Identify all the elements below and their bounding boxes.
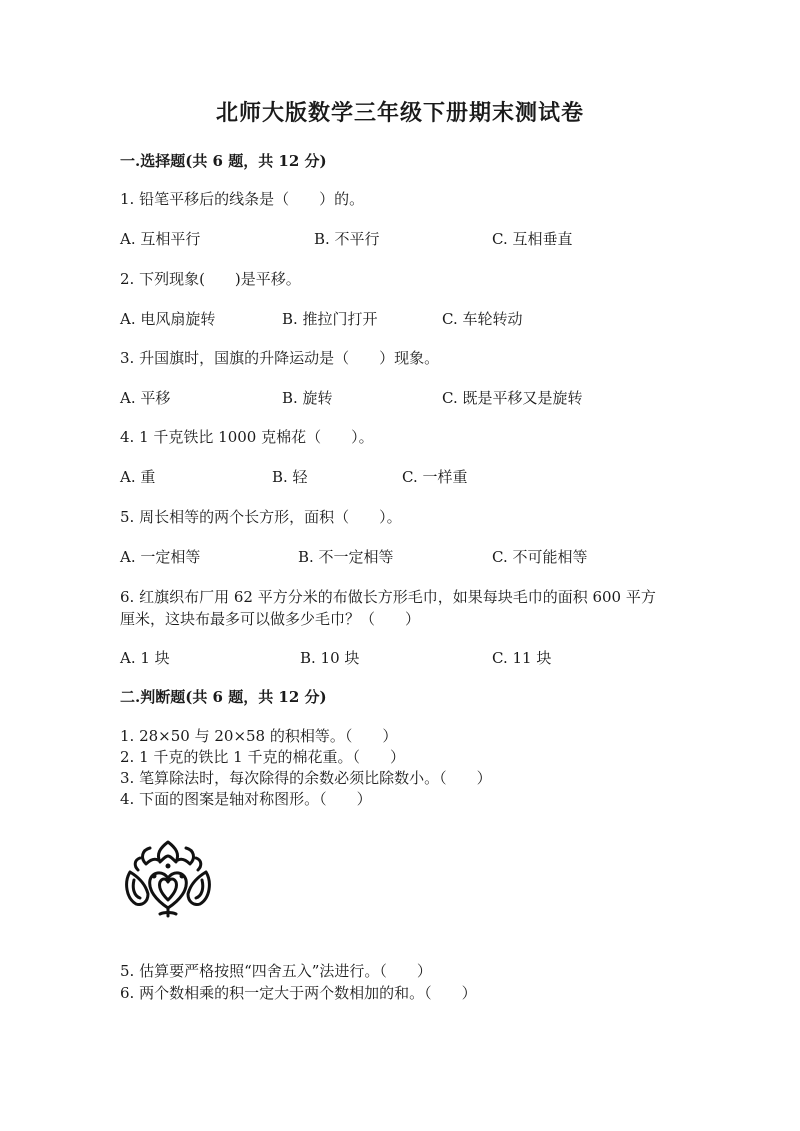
question-2: 2. 下列现象( )是平移。 [120,270,301,288]
option-4a: A. 重 [120,468,156,486]
option-5a: A. 一定相等 [120,548,201,566]
judgement-1: 1. 28×50 与 20×58 的积相等。（ ） [120,727,398,745]
section-heading-judgement: 二.判断题(共 6 题，共 12 分) [120,688,327,706]
option-1a: A. 互相平行 [120,230,201,248]
option-5b: B. 不一定相等 [298,548,394,566]
option-3b: B. 旋转 [282,389,333,407]
judgement-4: 4. 下面的图案是轴对称图形。（ ） [120,790,372,808]
judgement-3: 3. 笔算除法时，每次除得的余数必须比除数小。（ ） [120,769,492,787]
question-4: 4. 1 千克铁比 1000 克棉花（ ）。 [120,428,374,446]
option-6a: A. 1 块 [120,649,170,667]
option-3c: C. 既是平移又是旋转 [442,389,583,407]
question-3: 3. 升国旗时，国旗的升降运动是（ ）现象。 [120,349,440,367]
symmetric-flower-figure [120,836,216,918]
page-title: 北师大版数学三年级下册期末测试卷 [215,100,584,126]
option-5c: C. 不可能相等 [492,548,588,566]
option-4b: B. 轻 [272,468,308,486]
judgement-5: 5. 估算要严格按照“四舍五入”法进行。（ ） [120,962,432,980]
question-6-line-1: 6. 红旗织布厂用 62 平方分米的布做长方形毛巾，如果每块毛巾的面积 600 平方 [120,588,656,606]
option-2b: B. 推拉门打开 [282,310,378,328]
question-6-line-2: 厘米，这块布最多可以做多少毛巾？（ ） [120,610,421,628]
judgement-2: 2. 1 千克的铁比 1 千克的棉花重。（ ） [120,748,405,766]
question-1: 1. 铅笔平移后的线条是（ ）的。 [120,190,365,208]
option-3a: A. 平移 [120,389,171,407]
option-6b: B. 10 块 [300,649,360,667]
judgement-6: 6. 两个数相乘的积一定大于两个数相加的和。（ ） [120,984,477,1002]
option-1b: B. 不平行 [314,230,380,248]
question-5: 5. 周长相等的两个长方形，面积（ ）。 [120,508,402,526]
section-heading-choice: 一.选择题(共 6 题，共 12 分) [120,152,327,170]
option-2a: A. 电风扇旋转 [120,310,216,328]
option-1c: C. 互相垂直 [492,230,573,248]
option-6c: C. 11 块 [492,649,552,667]
option-4c: C. 一样重 [402,468,468,486]
option-2c: C. 车轮转动 [442,310,523,328]
